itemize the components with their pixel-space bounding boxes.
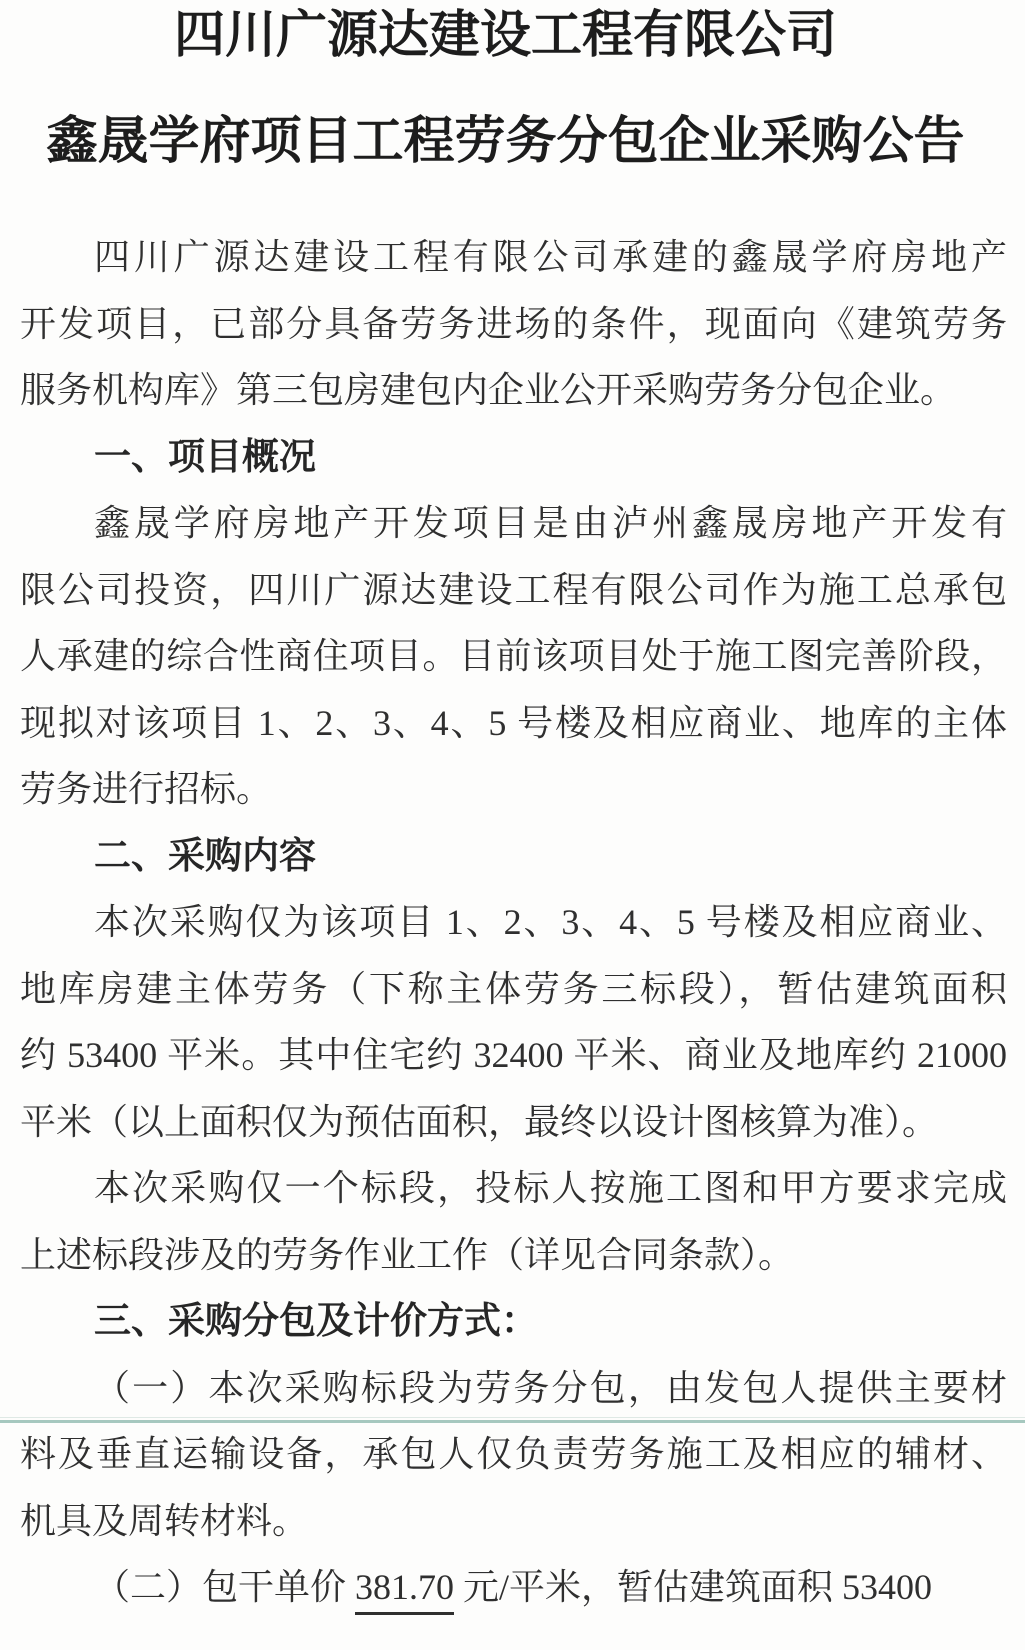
text-line: 限公司投资，四川广源达建设工程有限公司作为施工总承包 xyxy=(20,569,1007,610)
text-line: 本次采购仅为该项目 1、2、3、4、5 号楼及相应商业、 xyxy=(94,902,1007,942)
text-line: 机具及周转材料。 xyxy=(20,1500,309,1541)
section-heading: 一、项目概况 xyxy=(94,435,316,477)
text-line: （一）本次采购标段为劳务分包，由发包人提供主要材 xyxy=(94,1367,1007,1408)
text-line: 四川广源达建设工程有限公司承建的鑫晟学府房地产 xyxy=(94,237,1007,277)
section-heading: 二、采购内容 xyxy=(94,834,316,876)
document-body xyxy=(20,224,1007,1621)
section-heading: 三、采购分包及计价方式： xyxy=(94,1300,538,1341)
scan-divider-soft-line xyxy=(0,1417,1025,1418)
text-line: 平米（以上面积仅为预估面积，最终以设计图核算为准）。 xyxy=(20,1101,939,1142)
underlined-price: 381.70 xyxy=(355,1567,454,1615)
text-line: 约 53400 平米。其中住宅约 32400 平米、商业及地库约 21000 xyxy=(20,1035,1007,1075)
text-segment: 元/平米，暂估建筑面积 53400 xyxy=(454,1567,933,1607)
text-line: 开发项目，已部分具备劳务进场的条件，现面向《建筑劳务 xyxy=(20,303,1007,344)
text-line: 上述标段涉及的劳务作业工作（详见合同条款）。 xyxy=(20,1234,795,1275)
text-line: 劳务进行招标。 xyxy=(20,769,273,809)
company-title: 四川广源达建设工程有限公司 xyxy=(173,8,837,64)
text-line: 服务机构库》第三包房建包内企业公开采购劳务分包企业。 xyxy=(20,370,957,410)
announcement-title: 鑫晟学府项目工程劳务分包企业采购公告 xyxy=(46,114,965,170)
scan-divider-line xyxy=(0,1420,1025,1423)
text-line: 地库房建主体劳务（下称主体劳务三标段），暂估建筑面积 xyxy=(20,968,1007,1009)
text-line: 人承建的综合性商住项目。目前该项目处于施工图完善阶段， xyxy=(20,636,1007,676)
text-line: 鑫晟学府房地产开发项目是由泸州鑫晟房地产开发有 xyxy=(94,503,1007,543)
text-line: 现拟对该项目 1、2、3、4、5 号楼及相应商业、地库的主体 xyxy=(20,702,1007,743)
text-line xyxy=(20,1554,1007,1621)
text-line: 料及垂直运输设备，承包人仅负责劳务施工及相应的辅材、 xyxy=(20,1434,1007,1474)
text-segment: （二）包干单价 xyxy=(94,1567,356,1607)
text-line: 本次采购仅一个标段，投标人按施工图和甲方要求完成 xyxy=(94,1168,1007,1208)
